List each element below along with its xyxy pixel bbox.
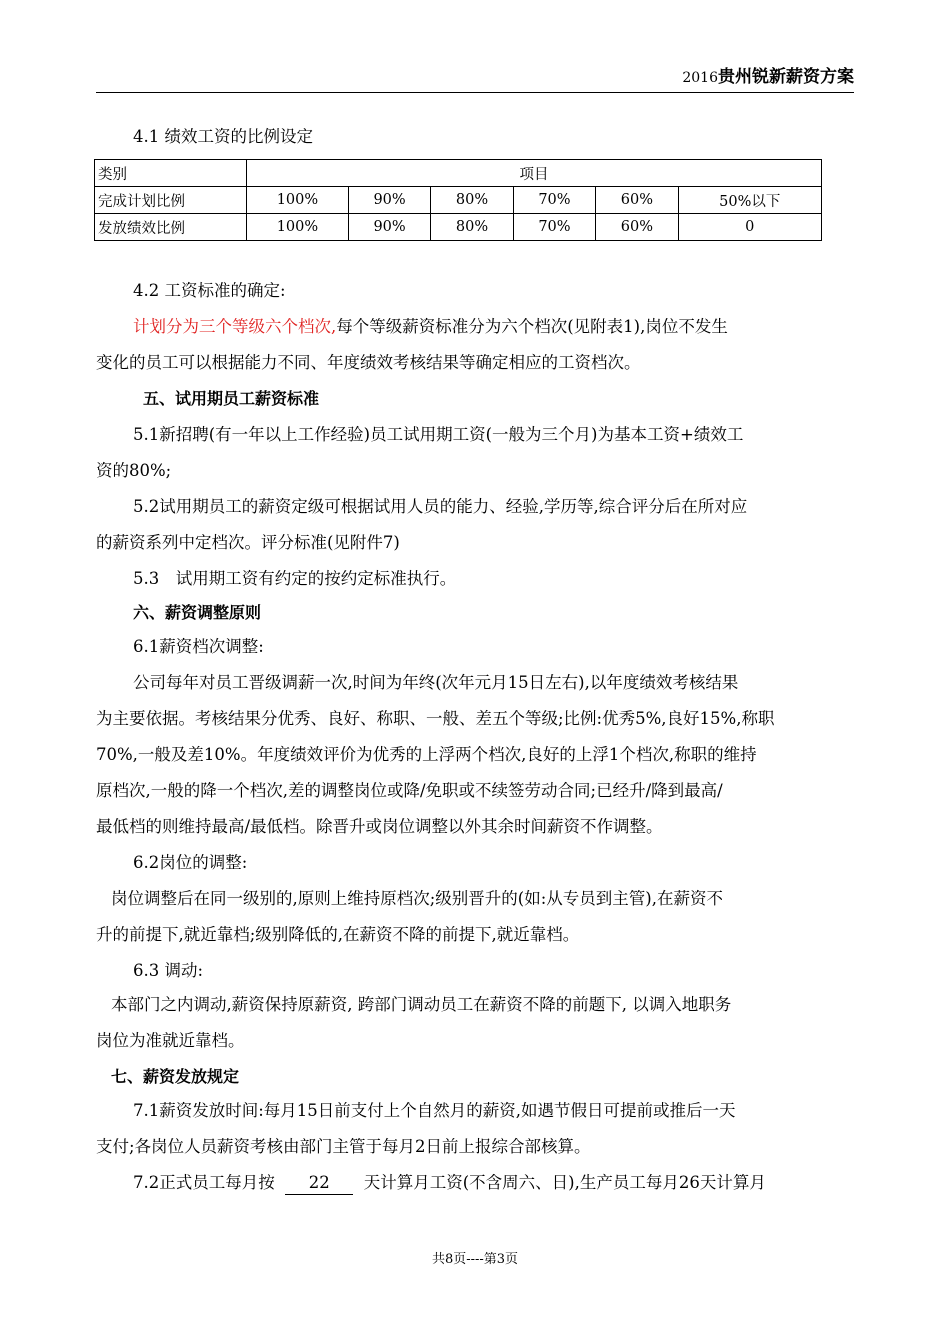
table-row	[95, 187, 822, 214]
table-cell: 60%	[596, 214, 678, 241]
table-cell: 80%	[431, 187, 513, 214]
table-cell: 90%	[348, 214, 430, 241]
para-5-2-line1: 5.2试用期员工的薪资定级可根据试用人员的能力、经验,学历等,综合评分后在所对应	[133, 497, 748, 516]
table-cell: 0	[678, 214, 821, 241]
table-cell: 类别	[95, 160, 247, 187]
para-6-3-line1: 本部门之内调动,薪资保持原薪资, 跨部门调动员工在薪资不降的前题下, 以调入地职务	[111, 995, 732, 1014]
page-header	[96, 62, 854, 93]
para-6-1-line5: 最低档的则维持最高/最低档。除晋升或岗位调整以外其余时间薪资不作调整。	[96, 817, 663, 836]
para-6-2-line1: 岗位调整后在同一级别的,原则上维持原档次;级别晋升的(如:从专员到主管),在薪资不	[111, 889, 723, 908]
table-cell: 90%	[348, 187, 430, 214]
table-row	[95, 160, 822, 187]
para-5-1-line1: 5.1新招聘(有一年以上工作经验)员工试用期工资(一般为三个月)为基本工资+绩效工	[133, 425, 744, 444]
section-4-2-line1	[133, 308, 893, 345]
para-6-1-line4: 原档次,一般的降一个档次,差的调整岗位或降/免职或不续签劳动合同;已经升/降到最高/	[96, 781, 723, 800]
section-4-2-title: 4.2 工资标准的确定:	[133, 281, 286, 300]
para-5-1-line2: 资的80%;	[96, 461, 172, 480]
highlight-text: 计划分为三个等级六个档次,	[133, 317, 337, 336]
table-cell: 发放绩效比例	[95, 214, 247, 241]
para-6-1-title: 6.1薪资档次调整:	[133, 637, 264, 656]
para-6-2-line2: 升的前提下,就近靠档;级别降低的,在薪资不降的前提下,就近靠档。	[96, 925, 580, 944]
para-6-1-line2: 为主要依据。考核结果分优秀、良好、称职、一般、差五个等级;比例:优秀5%,良好15%,称职	[96, 709, 775, 728]
body-text: 每个等级薪资标准分为六个档次(见附表1),岗位不发生	[336, 317, 728, 336]
para-5-2-line2: 的薪资系列中定档次。评分标准(见附件7)	[96, 533, 400, 552]
days-underline-field: 22	[285, 1172, 353, 1195]
performance-ratio-table	[94, 159, 822, 241]
table-cell: 项目	[247, 160, 822, 187]
para-6-1-line1: 公司每年对员工晋级调薪一次,时间为年终(次年元月15日左右),以年度绩效考核结果	[133, 673, 739, 692]
para-5-3: 5.3 试用期工资有约定的按约定标准执行。	[133, 569, 457, 588]
header-year: 2016	[682, 70, 718, 86]
table-cell: 100%	[247, 187, 349, 214]
section-6-heading: 六、薪资调整原则	[133, 603, 262, 622]
header-title: 贵州锐新薪资方案	[718, 67, 854, 87]
page-footer: 共8页----第3页	[431, 1252, 519, 1267]
table-cell: 50%以下	[678, 187, 821, 214]
table-cell: 完成计划比例	[95, 187, 247, 214]
body-text: 7.2正式员工每月按	[133, 1173, 275, 1192]
section-4-2-line2: 变化的员工可以根据能力不同、年度绩效考核结果等确定相应的工资档次。	[96, 353, 641, 372]
para-6-3-title: 6.3 调动:	[133, 961, 204, 980]
section-4-1-title: 4.1 绩效工资的比例设定	[133, 127, 313, 146]
table-row	[95, 214, 822, 241]
table-cell: 70%	[513, 214, 595, 241]
para-7-1-line2: 支付;各岗位人员薪资考核由部门主管于每月2日前上报综合部核算。	[96, 1137, 591, 1156]
para-7-1-line1: 7.1薪资发放时间:每月15日前支付上个自然月的薪资,如遇节假日可提前或推后一天	[133, 1101, 736, 1120]
para-6-2-title: 6.2岗位的调整:	[133, 853, 248, 872]
para-6-1-line3: 70%,一般及差10%。年度绩效评价为优秀的上浮两个档次,良好的上浮1个档次,称职的维持	[96, 745, 757, 764]
table-cell: 70%	[513, 187, 595, 214]
table-cell: 80%	[431, 214, 513, 241]
table-cell: 60%	[596, 187, 678, 214]
para-7-2-line1	[133, 1164, 893, 1201]
body-text: 天计算月工资(不含周六、日),生产员工每月26天计算月	[363, 1173, 766, 1192]
section-5-heading: 五、试用期员工薪资标准	[143, 389, 320, 408]
table-cell: 100%	[247, 214, 349, 241]
para-6-3-line2: 岗位为准就近靠档。	[96, 1031, 245, 1050]
section-7-heading: 七、薪资发放规定	[111, 1067, 240, 1086]
